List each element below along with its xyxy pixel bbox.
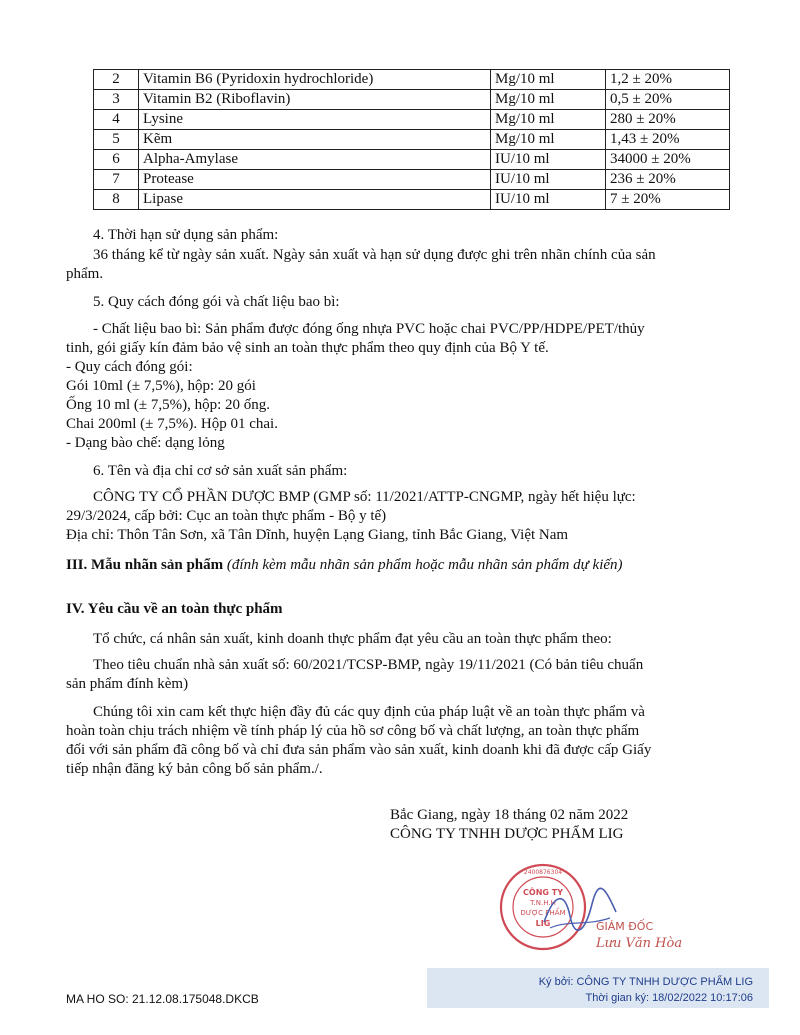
svg-text:2400876304: 2400876304 [523,869,563,876]
row-number: 4 [94,110,139,130]
part4-heading: IV. Yêu cầu về an toàn thực phẩm [66,601,283,617]
section4-text-line1: 36 tháng kể từ ngày sản xuất. Ngày sản xuất và hạn sử dụng được ghi trên nhãn chính của sản [93,247,656,263]
material-line1: - Chất liệu bao bì: Sản phẩm được đóng ống nhựa PVC hoặc chai PVC/PP/HDPE/PET/thủy [93,321,645,337]
svg-text:T.N.H.H: T.N.H.H [530,899,556,907]
part3-note: (đính kèm mẫu nhãn sản phẩm hoặc mẫu nhãn sản phẩm dự kiến) [226,557,623,573]
ingredient-unit: IU/10 ml [491,150,606,170]
ingredient-name: Protease [139,170,491,190]
commitment-line2: hoàn toàn chịu trách nhiệm về tính pháp lý của hồ sơ công bố và chất lượng, an toàn thực phẩm [66,723,640,739]
ingredient-value: 1,2 ± 20% [606,70,730,90]
ingredient-unit: Mg/10 ml [491,130,606,150]
dosage-form: - Dạng bào chế: dạng lỏng [66,435,225,451]
ingredient-name: Lysine [139,110,491,130]
svg-text:CÔNG TY: CÔNG TY [523,888,563,897]
commitment-line3: đối với sản phẩm đã công bố và chỉ đưa sản phẩm vào sản xuất, kinh doanh khi đã được cấp Giấy [66,742,652,758]
ingredient-name: Vitamin B2 (Riboflavin) [139,90,491,110]
svg-text:DƯỢC PHẨM: DƯỢC PHẨM [520,909,566,917]
table-row [94,170,730,190]
manufacturer-line1: CÔNG TY CỔ PHẦN DƯỢC BMP (GMP số: 11/2021/ATTP-CNGMP, ngày hết hiệu lực: [93,489,636,505]
row-number: 7 [94,170,139,190]
row-number: 3 [94,90,139,110]
table-row [94,70,730,90]
part3-line [66,556,623,575]
part4-paragraph1: Tổ chức, cá nhân sản xuất, kinh doanh thực phẩm đạt yêu cầu an toàn thực phẩm theo: [93,631,612,647]
signed-time: Thời gian ký: 18/02/2022 10:17:06 [585,992,753,1004]
director-name: Lưu Văn Hòa [596,936,683,951]
packing-item: Gói 10ml (± 7,5%), hộp: 20 gói [66,378,256,394]
table-row [94,190,730,210]
standard-line2: sản phẩm đính kèm) [66,676,189,692]
ingredient-table [93,69,730,210]
handwritten-signature [540,882,620,942]
section4-heading: 4. Thời hạn sử dụng sản phẩm: [93,227,279,243]
place-date: Bắc Giang, ngày 18 tháng 02 năm 2022 [390,807,629,823]
row-number: 5 [94,130,139,150]
signed-by: Ký bởi: CÔNG TY TNHH DƯỢC PHẨM LIG [538,976,753,988]
digital-signature-box [427,968,769,1008]
ingredient-name: Vitamin B6 (Pyridoxin hydrochloride) [139,70,491,90]
ingredient-value: 1,43 ± 20% [606,130,730,150]
packing-heading: - Quy cách đóng gói: [66,359,193,375]
ingredient-name: Alpha-Amylase [139,150,491,170]
ingredient-name: Lipase [139,190,491,210]
commitment-line1: Chúng tôi xin cam kết thực hiện đầy đủ các quy định của pháp luật về an toàn thực phẩm và [93,704,645,720]
table-row [94,90,730,110]
row-number: 2 [94,70,139,90]
ingredient-value: 7 ± 20% [606,190,730,210]
part3-heading: III. Mẫu nhãn sản phẩm [66,557,224,573]
material-line2: tinh, gói giấy kín đảm bảo vệ sinh an toàn thực phẩm theo quy định của Bộ Y tế. [66,340,549,356]
dossier-code: MA HO SO: 21.12.08.175048.DKCB [66,992,259,1006]
manufacturer-address: Địa chỉ: Thôn Tân Sơn, xã Tân Dĩnh, huyện Lạng Giang, tỉnh Bắc Giang, Việt Nam [66,527,569,543]
table-row [94,110,730,130]
ingredient-unit: Mg/10 ml [491,70,606,90]
standard-line1: Theo tiêu chuẩn nhà sản xuất số: 60/2021/TCSP-BMP, ngày 19/11/2021 (Có bản tiêu chuẩn [93,657,644,673]
row-number: 6 [94,150,139,170]
svg-text:LIG: LIG [535,919,551,928]
signing-company: CÔNG TY TNHH DƯỢC PHẨM LIG [390,826,624,842]
packing-item: Chai 200ml (± 7,5%). Hộp 01 chai. [66,416,278,432]
ingredient-unit: IU/10 ml [491,170,606,190]
ingredient-value: 0,5 ± 20% [606,90,730,110]
ingredient-value: 236 ± 20% [606,170,730,190]
row-number: 8 [94,190,139,210]
ingredient-unit: Mg/10 ml [491,90,606,110]
manufacturer-line2: 29/3/2024, cấp bởi: Cục an toàn thực phẩm - Bộ y tế) [66,508,387,524]
section5-heading: 5. Quy cách đóng gói và chất liệu bao bì: [93,294,340,310]
packing-item: Ống 10 ml (± 7,5%), hộp: 20 ống. [66,397,271,413]
ingredient-unit: Mg/10 ml [491,110,606,130]
ingredient-value: 280 ± 20% [606,110,730,130]
section6-heading: 6. Tên và địa chỉ cơ sở sản xuất sản phẩm: [93,463,348,479]
table-row [94,150,730,170]
director-title: GIÁM ĐỐC [596,920,654,933]
table-row [94,130,730,150]
section4-text-line2: phẩm. [66,266,104,282]
commitment-line4: tiếp nhận đăng ký bản công bố sản phẩm./. [66,761,323,777]
ingredient-unit: IU/10 ml [491,190,606,210]
ingredient-name: Kẽm [139,130,491,150]
ingredient-value: 34000 ± 20% [606,150,730,170]
